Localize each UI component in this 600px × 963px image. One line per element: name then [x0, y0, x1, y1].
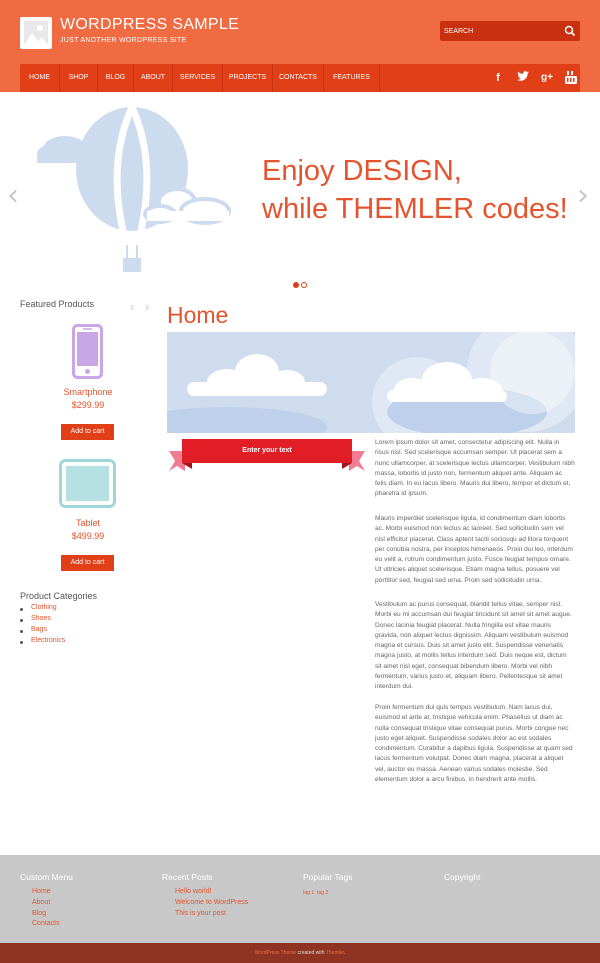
footer-menu-link[interactable]: Contacts — [32, 920, 60, 927]
content-paragraph: Lorem ipsum dolor sit amet, consectetur adipiscing elit. Nulla in risus nisl. Sed scelerisque accumsan semper. Ut placerat sem a nunc ullamcorper, at scelerisque lectus ullamcorper. Vestibulum nibh massa, lobortis id justo non, fermentum aliquet ante. Aliquam ac felis diam. In eu lacus libero. Mauris dui libero, tempor et dictum et, pharetra id ipsum. — [375, 439, 575, 498]
recent-post-link[interactable]: This is your post — [175, 910, 226, 917]
product-price: $499.99 — [71, 531, 105, 541]
add-to-cart-button[interactable]: Add to cart — [61, 555, 114, 571]
search-icon[interactable] — [564, 25, 576, 37]
hot-air-balloon-illustration — [35, 107, 235, 277]
slide-heading-line-2: while THEMLER codes! — [262, 193, 568, 225]
slider-prev-button[interactable]: ‹ — [7, 178, 19, 213]
product-name[interactable]: Tablet — [75, 518, 101, 528]
ribbon-text: Enter your text — [242, 447, 292, 454]
nav-projects[interactable]: PROJECTS — [228, 74, 267, 81]
category-item[interactable]: Electronics — [31, 637, 66, 644]
google-plus-icon[interactable]: g+ — [541, 72, 553, 83]
product-name[interactable]: Smartphone — [63, 387, 113, 397]
site-title[interactable]: WORDPRESS SAMPLE — [60, 16, 240, 33]
content-paragraph: Vestibulum ac purus consequat, blandit tellus vitae, semper nisl. Morbi eu mi accumsan dui feugiat tincidunt sit amet sit amet augue. Donec lacinia feugiat placerat. Nulla fringilla est vitae mauris gravida, non aliquet lectus dignissim. Aliquam vestibulum euismod magna et cursus. Duis sit amet justo elit. Suspendisse venenatis magna justo, at mollis tellus interdum sed. Duis neque est, dictum sit amet nisl eget, consequat bibendum libero. Morbi vel nibh fermentum, varius justo et, aliquam libero. Pellentesque sit amet interdum dui. — [375, 601, 572, 691]
footer-menu-link[interactable]: About — [32, 899, 51, 906]
twitter-icon[interactable] — [516, 71, 530, 85]
nav-features[interactable]: FEATURES — [333, 74, 370, 81]
nav-blog[interactable]: BLOG — [105, 74, 126, 81]
footer-menu-link[interactable]: Home — [32, 888, 51, 895]
tag-link[interactable]: tag 1 — [303, 890, 315, 896]
nav-services[interactable]: SERVICES — [179, 74, 216, 81]
site-tagline: JUST ANOTHER WORDPRESS SITE — [60, 37, 187, 44]
featured-next-button[interactable]: › — [145, 299, 150, 314]
category-item[interactable]: Bags — [31, 626, 47, 633]
search-box — [440, 21, 580, 41]
nav-about[interactable]: ABOUT — [140, 74, 166, 81]
footer-copyright-title: Copyright — [444, 872, 481, 882]
nav-shop[interactable]: SHOP — [68, 74, 89, 81]
footer-custom-menu-title: Custom Menu — [20, 872, 73, 882]
add-to-cart-button[interactable]: Add to cart — [61, 424, 114, 440]
list-bullet — [20, 641, 23, 644]
list-bullet — [20, 608, 23, 611]
slider-dot-active[interactable] — [293, 282, 299, 288]
facebook-icon[interactable]: f — [496, 72, 500, 84]
nav-contacts[interactable]: CONTACTS — [279, 74, 317, 81]
slider-next-button[interactable]: › — [577, 178, 589, 213]
site-footer — [0, 855, 600, 943]
site-logo[interactable] — [20, 17, 52, 49]
footer-menu-link[interactable]: Blog — [32, 910, 47, 917]
tag-link[interactable]: tag 2 — [317, 890, 329, 896]
footer-popular-tags-title: Popular Tags — [303, 872, 353, 882]
credit-text: created with — [296, 950, 326, 956]
tablet-icon[interactable] — [59, 459, 116, 508]
smartphone-icon[interactable] — [72, 324, 103, 379]
content-paragraph: Proin fermentum dui quis tempus vestibulum. Nam lacus dui, euismod et ante at, tristique vehicula enim. Phasellus ut diam ac nulla consequat tristique vitae consequat purus. Morbi congue nec justo eget aliquet. Suspendisse sodales dolor ac est sodales condimentum. Curabitur a dapibus ligula. Suspendisse at quam sed lacus fermentum volutpat. Donec diam magna, placerat a aliquet vel, auctor eu massa. Aenean varius sodales molestie. Sed elementum dolor a arcu finibus, in hendrerit ante mollis. — [375, 704, 573, 784]
footer-recent-posts-title: Recent Posts — [162, 872, 213, 882]
product-categories-title: Product Categories — [20, 591, 98, 601]
cloud-banner-image — [167, 332, 575, 433]
youtube-icon[interactable] — [564, 71, 578, 85]
product-price: $299.99 — [71, 400, 105, 410]
page-title: Home — [167, 302, 229, 328]
list-bullet — [20, 630, 23, 633]
category-item[interactable]: Shoes — [31, 615, 51, 622]
recent-post-link[interactable]: Hello world! — [175, 888, 212, 895]
nav-divider — [379, 64, 380, 92]
credit-period: . — [343, 950, 346, 956]
slider-dot[interactable] — [301, 282, 307, 288]
category-item[interactable]: Clothing — [31, 604, 57, 611]
main-nav — [20, 64, 580, 92]
themler-link[interactable]: Themler — [325, 950, 344, 956]
nav-home[interactable]: HOME — [29, 74, 50, 81]
slide-heading-line-1: Enjoy DESIGN, — [262, 155, 462, 187]
featured-prev-button[interactable]: ‹ — [130, 299, 135, 314]
recent-post-link[interactable]: Welcome to WordPress — [175, 899, 249, 906]
featured-products-title: Featured Products — [20, 299, 95, 309]
list-bullet — [20, 619, 23, 622]
search-input[interactable] — [444, 23, 562, 39]
content-paragraph: Mauris imperdiet scelerisque ligula, id condimentum diam lobortis ac. Morbi euismod non lectus ac laoreet. Sed sollicitudin sem vel nisl efficitur placerat. Class aptent taciti sociosqu ad litora torquent per conubia nostra, per inceptos himenaeos. Proin dui leo, interdum eu velit a, rutrum condimentum justo. Fusce feugiat tempus ornare. Ut ultricies aliquet scelerisque. Etiam magna tellus, posuere vel porttitor sed, feugiat sed urna. Proin sed sollicitudin urna. — [375, 515, 573, 584]
credit-line — [0, 950, 600, 956]
wordpress-theme-link[interactable]: WordPress Theme — [254, 950, 297, 956]
image-placeholder-icon — [20, 17, 52, 49]
